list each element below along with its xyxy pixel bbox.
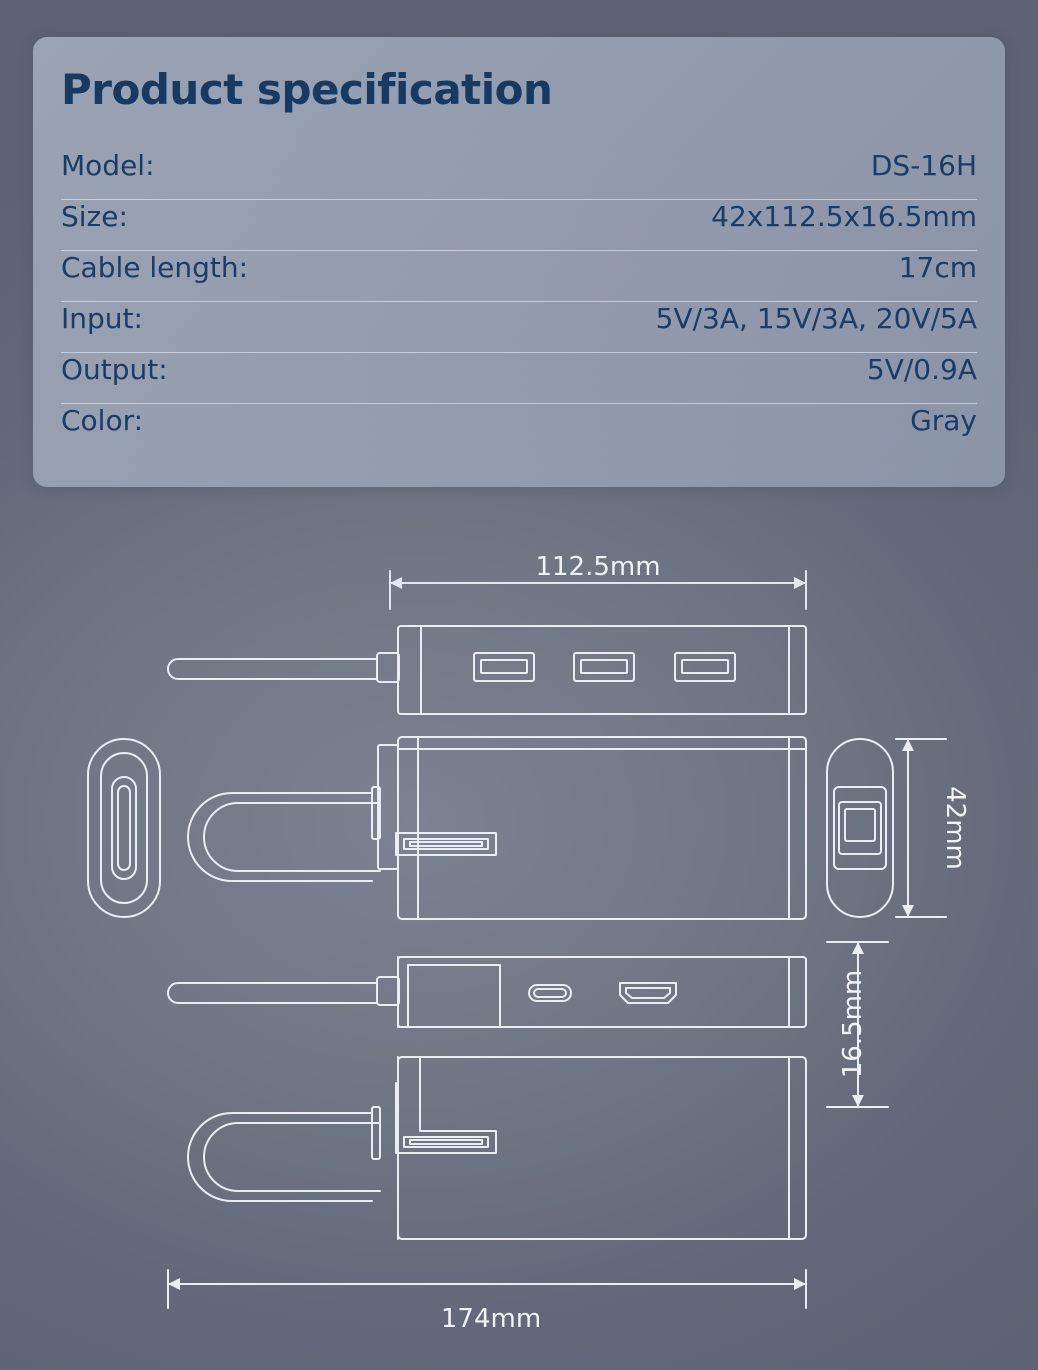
spec-value-color: Gray bbox=[910, 404, 977, 437]
dimension-label-right-height: 42mm bbox=[940, 786, 970, 870]
table-row bbox=[61, 149, 977, 200]
spec-label-cable-length: Cable length: bbox=[61, 251, 249, 284]
table-row bbox=[61, 200, 977, 251]
dimension-bottom-width bbox=[168, 1270, 806, 1308]
spec-label-output: Output: bbox=[61, 353, 168, 386]
spec-value-model: DS-16H bbox=[870, 149, 977, 182]
table-row bbox=[61, 302, 977, 353]
product-specification-card bbox=[33, 37, 1005, 487]
spec-label-model: Model: bbox=[61, 149, 155, 182]
view-side-end-cap bbox=[827, 739, 893, 917]
dimension-label-top-width: 112.5mm bbox=[535, 552, 661, 582]
page-title: Product specification bbox=[61, 65, 553, 114]
dimension-label-bottom-width: 174mm bbox=[440, 1304, 542, 1334]
specification-table bbox=[61, 149, 977, 454]
view-back-usbc-hdmi bbox=[168, 957, 806, 1027]
spec-label-color: Color: bbox=[61, 404, 144, 437]
spec-value-input: 5V/3A, 15V/3A, 20V/5A bbox=[655, 302, 977, 335]
view-bottom-plan bbox=[188, 1057, 806, 1239]
spec-label-input: Input: bbox=[61, 302, 143, 335]
table-row bbox=[61, 353, 977, 404]
table-row bbox=[61, 251, 977, 302]
view-top-plan bbox=[188, 737, 806, 919]
spec-value-cable-length: 17cm bbox=[898, 251, 977, 284]
technical-drawing bbox=[0, 487, 1038, 1370]
accessory-cable-strap bbox=[88, 739, 160, 917]
table-row bbox=[61, 404, 977, 454]
spec-value-size: 42x112.5x16.5mm bbox=[711, 200, 977, 233]
spec-label-size: Size: bbox=[61, 200, 128, 233]
dimension-label-right-depth: 16.5mm bbox=[838, 969, 868, 1079]
dimension-right-height bbox=[896, 739, 946, 917]
view-front-usb-ports bbox=[168, 626, 806, 714]
spec-value-output: 5V/0.9A bbox=[866, 353, 977, 386]
